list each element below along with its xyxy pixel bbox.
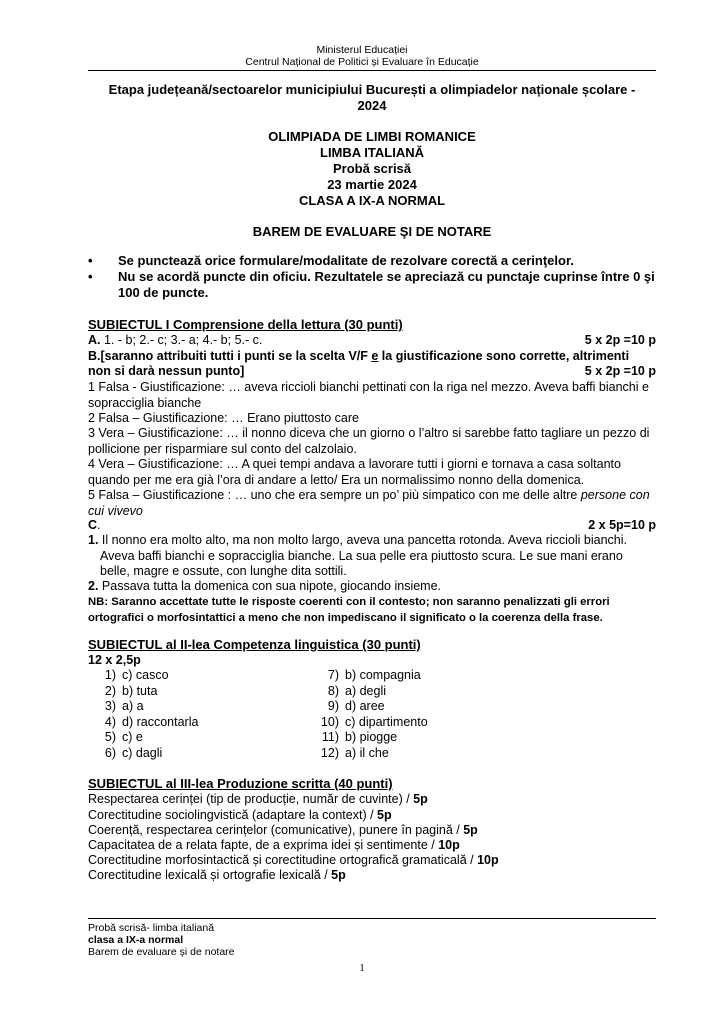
header-center: Centrul Național de Politici și Evaluare în Educație: [245, 56, 479, 68]
s1-b-item: 4 Vera – Giustificazione: … A quei tempi andava a lavorare tutti i giorni e tornava a casa soltanto quando per me era già l’ora di andare a letto/ Era un normalissimo nonno della domenica.: [88, 457, 621, 487]
section-3-heading: SUBIECTUL al III-lea Produzione scritta (40 punti): [88, 776, 393, 791]
s1-part-a: [88, 333, 656, 349]
s1-b-label: B: [88, 349, 98, 363]
test-type: Probă scrisă: [332, 161, 412, 176]
list-item: 10) c) dipartimento: [320, 714, 428, 729]
s1-b-item: 5 Falsa – Giustificazione : … uno che era sempre un po’ più simpatico con me delle altre persone con cui vivevo: [88, 488, 650, 518]
bullet-icon: •: [88, 269, 93, 284]
s3-criterion: Capacitatea de a relata fapte, de a exprima idei și sentimente / 10p: [88, 838, 460, 852]
header-ministry: Ministerul Educației: [316, 44, 408, 56]
list-item: 6) c) dagli: [104, 745, 163, 760]
exam-date: 23 martie 2024: [327, 177, 417, 192]
s1-a-label: A.: [88, 333, 101, 347]
s1-part-c: C. 2 x 5p=10 p: [88, 518, 656, 532]
s1-c-points: 2 x 5p=10 p: [588, 518, 656, 532]
s1-b-item: 1 Falsa - Giustificazione: … aveva riccioli bianchi pettinati con la riga nel mezzo. Aveva baffi bianchi e sopracciglia bianche: [88, 380, 649, 410]
list-item: 7) b) compagnia: [327, 668, 421, 682]
s2-points: 12 x 2,5p: [88, 653, 141, 667]
header-divider: [88, 70, 656, 71]
title-line-2: 2024: [357, 98, 387, 113]
language-title: LIMBA ITALIANĂ: [320, 145, 424, 160]
olympiad-title: OLIMPIADA DE LIMBI ROMANICE: [268, 129, 476, 144]
s1-b-item: 2 Falsa – Giustificazione: … Erano piuttosto care: [88, 411, 359, 425]
bullet-text: Nu se acordă puncte din oficiu. Rezultatele se apreciază cu punctaje cuprinse între 0 şi 100 de puncte.: [118, 269, 655, 300]
s3-criterion: Corectitudine lexicală și ortografie lexicală / 5p: [88, 868, 346, 882]
s1-a-points: 5 x 2p =10 p: [584, 333, 656, 347]
list-item: 4) d) raccontarla: [104, 714, 199, 729]
page-number: 1: [359, 962, 365, 974]
s2-answers-right: [317, 668, 428, 761]
s1-c-answer-1: 1. Il nonno era molto alto, ma non molto largo, aveva una pancetta rotonda. Aveva riccioli bianchi. Aveva baffi bianchi e sopracciglia bianche. La sua pelle era piuttosto scura. Le sue mani erano belle, magre e ossute, con lunghe dita sottili.: [88, 533, 627, 578]
list-item: 9) d) aree: [327, 699, 385, 713]
list-item: 11) b) piogge: [321, 730, 398, 744]
s1-b-item: 3 Vera – Giustificazione: … il nonno diceva che un giorno o l’altro si sarebbe fatto tagliare un pezzo di pollicione per risparmiare sul conto del calzolaio.: [88, 426, 650, 456]
s1-note: NB: Saranno accettate tutte le risposte coerenti con il contesto; non saranno penalizzati gli errori ortografici o morfosintattici a meno che non impediscano il significato o la coerenza della frase.: [88, 596, 610, 624]
list-item: 1) c) casco: [104, 668, 169, 682]
s1-part-b-instructions-cont: non si darà nessun punto] 5 x 2p =10 p: [88, 364, 656, 378]
bullet-text: Se punctează orice formulare/modalitate de rezolvare corectă a cerinţelor.: [118, 253, 574, 268]
list-item: 8) a) degli: [327, 683, 386, 698]
footer-line-2: clasa a IX-a normal: [88, 934, 184, 946]
footer-line-3: Barem de evaluare și de notare: [88, 946, 235, 958]
footer-divider: [88, 918, 656, 919]
list-item: 2) b) tuta: [104, 683, 158, 698]
s3-criterion: Corectitudine morfosintactică și corectitudine ortografică gramaticală / 10p: [88, 853, 499, 867]
s3-criterion: Respectarea cerinței (tip de producție, număr de cuvinte) / 5p: [88, 792, 428, 806]
footer-line-1: Probă scrisă- limba italiană: [88, 922, 215, 934]
title-line-1: Etapa județeană/sectoarelor municipiului București a olimpiadelor naționale școlare -: [108, 82, 636, 97]
list-item: 12) a) il che: [320, 745, 389, 760]
s3-criterion: Coerență, respectarea cerințelor (comunicative), punere în pagină / 5p: [88, 823, 478, 837]
section-1-heading: SUBIECTUL I Comprensione della lettura (30 punti): [88, 317, 403, 332]
barem-title: BAREM DE EVALUARE ŞI DE NOTARE: [252, 224, 492, 239]
bullet-icon: •: [88, 253, 93, 268]
s1-c-label: C: [88, 518, 98, 532]
grade-title: CLASA A IX-A NORMAL: [298, 193, 446, 208]
section-2-heading: SUBIECTUL al II-lea Competenza linguistica (30 punti): [88, 637, 421, 652]
s1-part-b-instructions: B.[saranno attribuiti tutti i punti se la scelta V/F e la giustificazione sono corrette, altrimenti: [88, 349, 630, 363]
s1-c-answer-2: 2. Passava tutta la domenica con sua nipote, giocando insieme.: [88, 579, 442, 593]
list-item: 5) c) e: [104, 730, 143, 744]
list-item: 3) a) a: [104, 699, 144, 713]
s1-b-points: 5 x 2p =10 p: [584, 364, 656, 378]
s2-answers-left: [94, 668, 198, 761]
s3-criterion: Corectitudine sociolingvistică (adaptare la context) / 5p: [88, 808, 392, 822]
s1-a-answers: 1. - b; 2.- c; 3.- a; 4.- b; 5.- c.: [100, 333, 263, 347]
